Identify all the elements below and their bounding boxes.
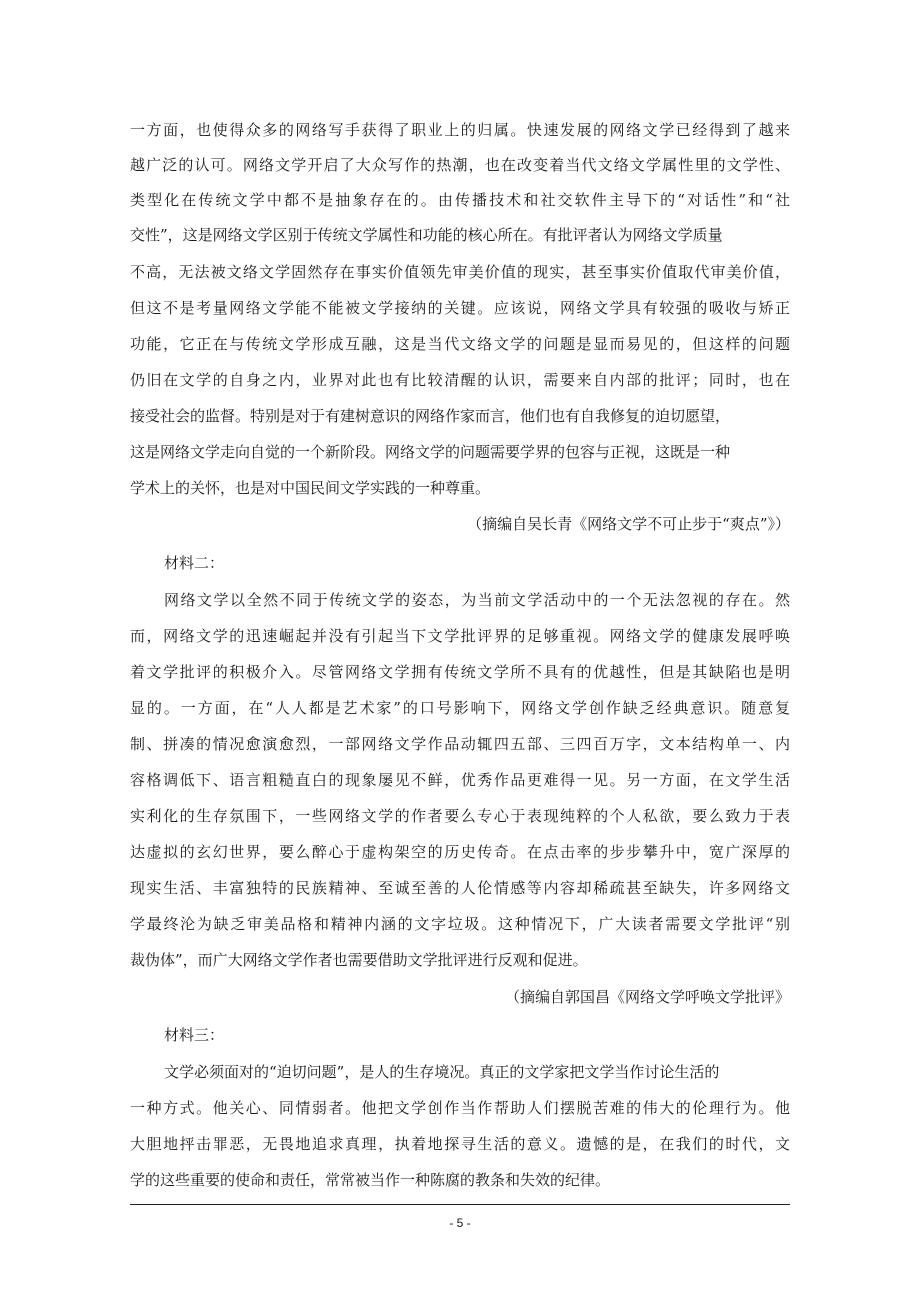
paragraph-line: 但这不是考量网络文学能不能被文学接纳的关键。应该说，网络文学具有较强的吸收与矫正 (130, 299, 790, 317)
paragraph-line: 仍旧在文学的自身之内，业界对此也有比较清醒的认识，需要来自内部的批评；同时，也在 (130, 371, 790, 389)
paragraph-line: 不高，无法被文络文学固然存在事实价值领先审美价值的现实，甚至事实价值取代审美价值， (130, 263, 790, 281)
paragraph-line: 越广泛的认可。网络文学开启了大众写作的热潮，也在改变着当代文络文学属性里的文学性、 (130, 156, 790, 174)
paragraph-line: 达虚拟的玄幻世界，要么醉心于虚构架空的历史传奇。在点击率的步步攀升中，宽广深厚的 (130, 843, 790, 861)
paragraph-line: 制、拼凑的情况愈演愈烈，一部网络文学作品动辄四五部、三四百万字，文本结构单一、内 (130, 735, 790, 753)
paragraph-line: 类型化在传统文学中都不是抽象存在的。由传播技术和社交软件主导下的“对话性”和“社 (130, 191, 790, 209)
paragraph-line: 大胆地抨击罪恶，无畏地追求真理，执着地探寻生活的意义。遗憾的是，在我们的时代，文 (130, 1135, 790, 1153)
paragraph-line: 裁伪体”，而广大网络文学作者也需要借助文学批评进行反观和促进。 (130, 951, 588, 969)
paragraph-line: 容格调低下、语言粗糙直白的现象屡见不鲜，优秀作品更难得一见。另一方面，在文学生活 (130, 771, 790, 789)
source-citation: （摘编自吴长青《网络文学不可止步于“爽点”》） (467, 515, 790, 533)
paragraph-line: 这是网络文学走向自觉的一个新阶段。网络文学的问题需要学界的包容与正视，这既是一种 (130, 443, 731, 461)
paragraph-line: 学的这些重要的使命和责任，常常被当作一种陈腐的教条和失效的纪律。 (130, 1171, 611, 1189)
paragraph-line: 一方面，也使得众多的网络写手获得了职业上的归属。快速发展的网络文学已经得到了越来 (130, 121, 790, 139)
paragraph-line: 一种方式。他关心、同情弱者。他把文学创作当作帮助人们摆脱苦难的伟大的伦理行为。他 (130, 1099, 790, 1117)
page-number: - 5 - (449, 1216, 471, 1230)
paragraph-line: 交性”，这是网络文学区别于传统文学属性和功能的核心所在。有批评者认为网络文学质量 (130, 226, 723, 244)
footer-divider (130, 1204, 790, 1205)
paragraph-line: 接受社会的监督。特别是对于有建树意识的网络作家而言，他们也有自我修复的迫切愿望， (130, 407, 731, 425)
paragraph-line: 显的。一方面，在“人人都是艺术家”的口号影响下，网络文学创作缺乏经典意识。随意复 (130, 699, 790, 717)
paragraph-line: 实利化的生存氛围下，一些网络文学的作者要么专心于表现纯粹的个人私欲，要么致力于表 (130, 807, 790, 825)
material-two-heading: 材料二： (164, 554, 225, 572)
paragraph-line: 网络文学以全然不同于传统文学的姿态，为当前文学活动中的一个无法忽视的存在。然 (164, 591, 790, 609)
material-three-heading: 材料三： (164, 1026, 225, 1044)
paragraph-line: 学术上的关怀，也是对中国民间文学实践的一种尊重。 (130, 479, 491, 497)
source-citation: （摘编自郭国昌《网络文学呼唤文学批评》 (504, 988, 790, 1006)
paragraph-line: 功能，它正在与传统文学形成互融，这是当代文络文学的问题是显而易见的，但这样的问题 (130, 335, 790, 353)
paragraph-line: 文学必须面对的“迫切问题”，是人的生存境况。真正的文学家把文学当作讨论生活的 (164, 1063, 720, 1081)
paragraph-line: 着文学批评的积极介入。尽管网络文学拥有传统文学所不具有的优越性，但是其缺陷也是明 (130, 663, 790, 681)
paragraph-line: 学最终沦为缺乏审美品格和精神内涵的文字垃圾。这种情况下，广大读者需要文学批评“别 (130, 915, 790, 933)
paragraph-line: 而，网络文学的迅速崛起并没有引起当下文学批评界的足够重视。网络文学的健康发展呼唤 (130, 627, 790, 645)
paragraph-line: 现实生活、丰富独特的民族精神、至诚至善的人伦情感等内容却稀疏甚至缺失，许多网络文 (130, 879, 790, 897)
